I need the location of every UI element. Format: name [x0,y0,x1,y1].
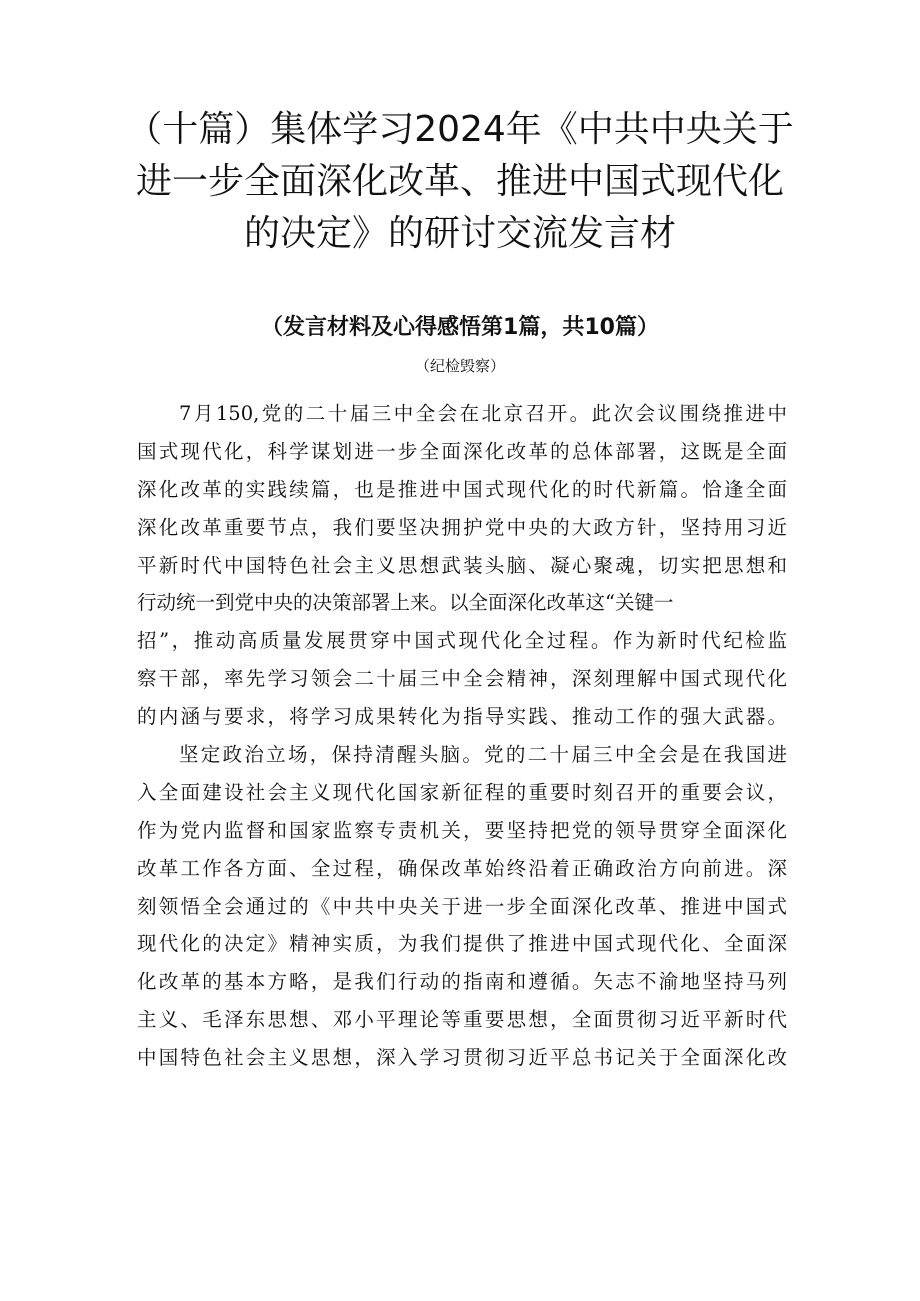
paragraph-line: 入全面建设社会主义现代化国家新征程的重要时刻召开的重要会议， [137,780,787,804]
paragraph-line: 刻领悟全会通过的《中共中央关于进一步全面深化改革、推进中国式 [137,894,787,918]
paragraph-line: 改革工作各方面、全过程，确保改革始终沿着正确政治方向前进。深 [137,856,787,880]
paragraph-2 [137,736,787,1077]
paragraph-line: 国式现代化，科学谋划进一步全面深化改革的总体部署，这既是全面 [137,439,787,463]
paragraph-line: 中国特色社会主义思想，深入学习贯彻习近平总书记关于全面深化改 [137,1046,787,1070]
paragraph-line: 坚定政治立场，保持清醒头脑。党的二十届三中全会是在我国进 [179,743,787,767]
paragraph-line: 作为党内监督和国家监察专责机关，要坚持把党的领导贯穿全面深化 [137,818,787,842]
paragraph-1 [137,395,787,736]
author-line: （纪检毁察） [414,357,505,375]
paragraph-line: 平新时代中国特色社会主义思想武装头脑、凝心聚魂，切实把思想和 [137,553,787,577]
paragraph-line: 化改革的基本方略，是我们行动的指南和遵循。矢志不渝地坚持马列 [137,970,787,994]
document-subtitle: （发言材料及心得感悟第1篇，共10篇） [261,315,659,340]
paragraph-line: 深化改革的实践续篇，也是推进中国式现代化的时代新篇。恰逢全面 [137,477,787,501]
paragraph-line: 主义、毛泽东思想、邓小平理论等重要思想，全面贯彻习近平新时代 [137,1008,787,1032]
title-line-3: 的决定》的研讨交流发言材 [243,213,676,254]
title-line-2: 进一步全面深化改革、推进中国式现代化 [135,161,784,202]
paragraph-line: 的内涵与要求，将学习成果转化为指导实践、推动工作的强大武器。 [137,705,787,729]
document-body [137,395,787,1077]
paragraph-line: 7月150,党的二十届三中全会在北京召开。此次会议围绕推进中 [179,402,787,425]
paragraph-line: 深化改革重要节点，我们要坚决拥护党中央的大政方针，坚持用习近 [137,515,787,539]
document-title [100,104,820,260]
paragraph-line: 行动统一到党中央的决策部署上来。以全面深化改革这“关键一 [137,591,674,615]
paragraph-line: 察干部，率先学习领会二十届三中全会精神，深刻理解中国式现代化 [137,667,787,691]
title-line-1: （十篇）集体学习2024年《中共中央关于 [126,109,794,150]
paragraph-line: 现代化的决定》精神实质，为我们提供了推进中国式现代化、全面深 [137,932,787,956]
paragraph-line: 招”，推动高质量发展贯穿中国式现代化全过程。作为新时代纪检监 [137,629,787,653]
